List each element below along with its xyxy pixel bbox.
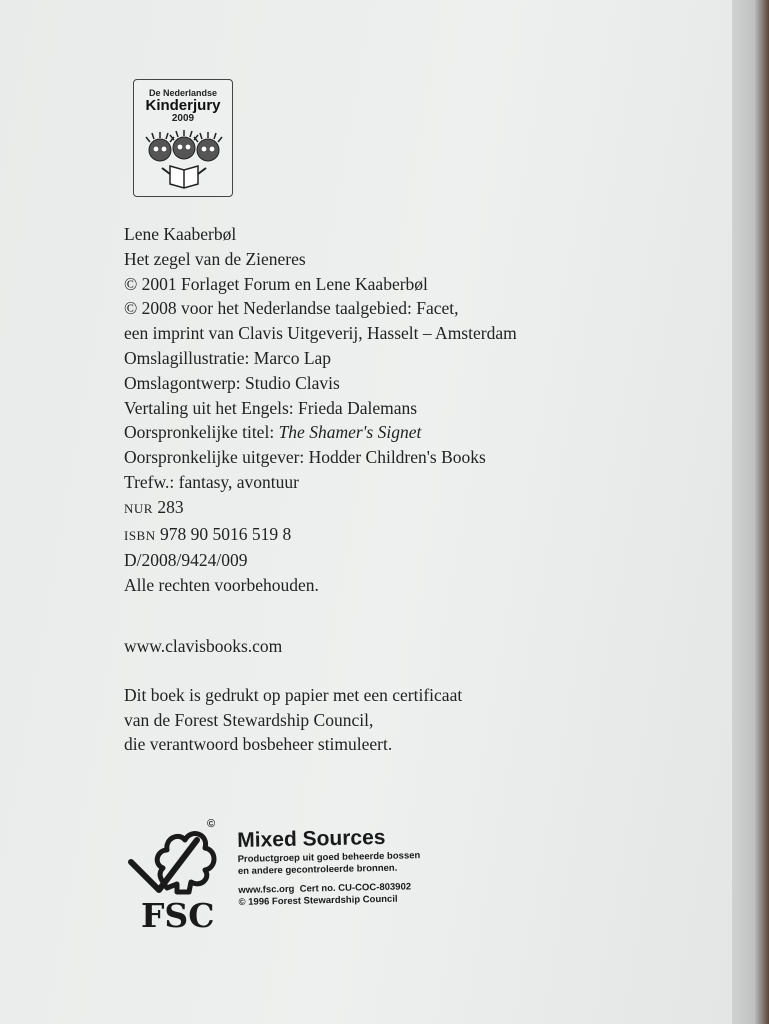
colophon-text	[124, 222, 644, 757]
kinderjury-award-logo	[133, 79, 233, 197]
nur-line	[124, 495, 644, 522]
children-reading-icon	[140, 128, 228, 190]
colophon-line: Omslagontwerp: Studio Clavis	[124, 372, 340, 393]
award-logo-line2: Kinderjury	[145, 97, 221, 114]
next-pages-edge	[732, 0, 769, 1024]
original-title-label: Oorspronkelijke titel:	[124, 422, 279, 443]
nur-label: NUR	[124, 500, 153, 516]
certificate-line: Dit boek is gedrukt op papier met een certificaat	[124, 684, 463, 705]
fsc-title: Mixed Sources	[237, 825, 386, 852]
fsc-desc-line: en andere gecontroleerde bronnen.	[237, 862, 398, 877]
colophon-line: © 2008 voor het Nederlandse taalgebied: Facet,	[124, 298, 459, 319]
colophon-line: Oorspronkelijke uitgever: Hodder Children's Books	[124, 447, 486, 468]
award-logo-line1: De Nederlandse	[148, 88, 218, 98]
colophon-line: Trefw.: fantasy, avontuur	[124, 471, 299, 492]
certificate-line: die verantwoord bosbeheer stimuleert.	[124, 734, 393, 755]
fsc-desc-line: Productgroep uit goed beheerde bossen	[237, 850, 421, 865]
colophon-line: een imprint van Clavis Uitgeverij, Hasselt – Amsterdam	[124, 323, 517, 344]
website-link: www.clavisbooks.com	[124, 635, 283, 656]
nur-value: 283	[152, 496, 184, 517]
original-title: The Shamer's Signet	[278, 422, 422, 443]
colophon-line: Het zegel van de Zieneres	[124, 248, 306, 269]
certificate-line: van de Forest Stewardship Council,	[124, 709, 374, 730]
colophon-line: Vertaling uit het Engels: Frieda Dalemans	[124, 397, 418, 418]
colophon-line: Lene Kaaberbøl	[124, 224, 237, 244]
fsc-site: www.fsc.org	[238, 883, 295, 896]
fsc-label	[127, 818, 487, 938]
fsc-cert: Cert no. CU-COC-803902	[299, 881, 412, 895]
fsc-tree-check-icon	[127, 818, 219, 900]
original-title-line	[124, 420, 644, 445]
isbn-line	[124, 522, 644, 549]
fsc-registered-mark: ©	[207, 818, 216, 830]
colophon-line: © 2001 Forlaget Forum en Lene Kaaberbøl	[124, 273, 428, 294]
fsc-copyright: © 1996 Forest Stewardship Council	[238, 893, 398, 908]
fsc-info	[237, 823, 499, 909]
colophon-line: Alle rechten voorbehouden.	[124, 575, 319, 596]
isbn-label: ISBN	[124, 527, 156, 543]
award-logo-line3: 2009	[171, 113, 195, 124]
fsc-logo-text: FSC	[141, 896, 215, 935]
colophon-line: D/2008/9424/009	[124, 550, 248, 571]
colophon-line: Omslagillustratie: Marco Lap	[124, 347, 332, 368]
isbn-value: 978 90 5016 519 8	[155, 523, 292, 544]
